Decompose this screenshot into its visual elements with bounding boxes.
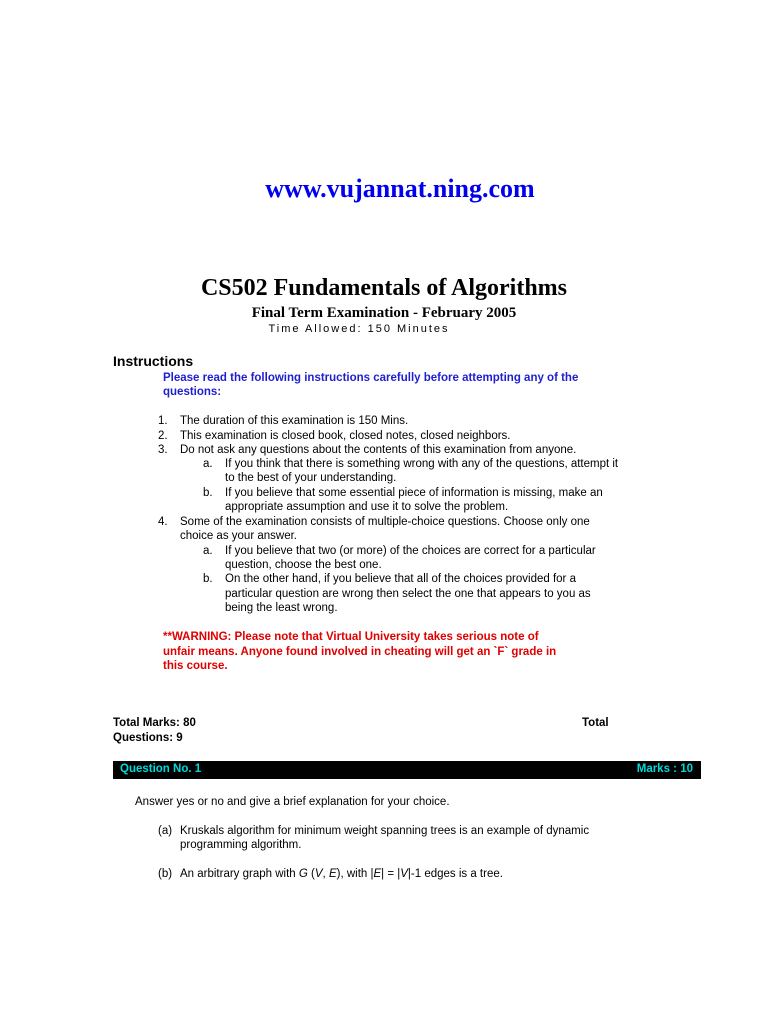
- instructions-heading: Instructions: [113, 353, 194, 369]
- question-prompt: Answer yes or no and give a brief explanation for your choice.: [135, 796, 450, 808]
- part-text: programming algorithm.: [180, 839, 302, 851]
- course-title: CS502 Fundamentals of Algorithms: [200, 275, 568, 301]
- exam-title: Final Term Examination - February 2005: [251, 305, 517, 321]
- text-run: ), with |: [336, 868, 374, 880]
- total-marks: Total Marks: 80: [113, 717, 196, 729]
- instructions-intro: [163, 371, 643, 399]
- warning-line: unfair means. Anyone found involved in cheating will get an `F` grade in: [163, 645, 557, 658]
- math-var: G: [298, 868, 308, 880]
- time-allowed: Time Allowed: 150 Minutes: [268, 323, 450, 335]
- math-var: V: [314, 868, 323, 880]
- sub-list-item: If you believe that some essential piece of information is missing, make an: [225, 487, 603, 499]
- text-run: ,: [322, 868, 329, 880]
- sub-list-item: On the other hand, if you believe that all of the choices provided for a: [225, 573, 576, 585]
- part-text: [180, 867, 503, 881]
- sub-list-item: If you believe that two (or more) of the choices are correct for a particular: [225, 545, 596, 557]
- list-number: 3.: [158, 444, 168, 456]
- sub-list-item: particular question are wrong then select the one that appears to you as: [225, 588, 591, 600]
- warning-line: **WARNING: Please note that Virtual University takes serious note of: [163, 631, 539, 643]
- question-marks: Marks : 10: [636, 763, 693, 775]
- list-item: choice as your answer.: [180, 530, 297, 542]
- total-questions: Questions: 9: [113, 732, 183, 744]
- list-item: Some of the examination consists of multiple-choice questions. Choose only one: [180, 516, 590, 528]
- sub-list-item: being the least wrong.: [225, 602, 338, 614]
- part-label: (a): [158, 825, 173, 837]
- sub-list-letter: a.: [203, 458, 213, 470]
- list-item: This examination is closed book, closed notes, closed neighbors.: [180, 430, 511, 442]
- text-run: |-1 edges is a tree.: [407, 868, 503, 880]
- website-header: www.vujannat.ning.com: [265, 174, 535, 203]
- sub-list-item: question, choose the best one.: [225, 559, 382, 571]
- sub-list-letter: b.: [203, 487, 213, 499]
- part-label: (b): [158, 868, 173, 880]
- sub-list-item: If you think that there is something wrong with any of the questions, attempt it: [225, 458, 619, 470]
- text-run: | = |: [381, 868, 401, 880]
- intro-line: Please read the following instructions carefully before attempting any of the: [163, 372, 579, 384]
- sub-list-item: appropriate assumption and use it to solve the problem.: [225, 501, 509, 513]
- question-header-bar: [113, 761, 701, 779]
- text-run: An arbitrary graph with: [180, 868, 299, 880]
- math-var: V: [400, 868, 408, 880]
- question-number: Question No. 1: [120, 763, 202, 775]
- part-text: Kruskals algorithm for minimum weight spanning trees is an example of dynamic: [180, 825, 590, 837]
- sub-list-letter: b.: [203, 573, 213, 585]
- list-number: 1.: [158, 415, 168, 427]
- math-var: E: [373, 868, 382, 880]
- cheating-warning: [163, 630, 633, 674]
- list-item: The duration of this examination is 150 Mins.: [180, 415, 409, 427]
- sub-list-letter: a.: [203, 545, 213, 557]
- math-var: E: [328, 868, 337, 880]
- list-number: 4.: [158, 516, 168, 528]
- list-item: Do not ask any questions about the contents of this examination from anyone.: [180, 444, 577, 456]
- warning-line: this course.: [163, 660, 228, 672]
- list-number: 2.: [158, 430, 168, 442]
- total-label: Total: [582, 717, 609, 729]
- text-run: (: [307, 868, 315, 880]
- sub-list-item: to the best of your understanding.: [225, 472, 397, 484]
- intro-line: questions:: [163, 386, 222, 398]
